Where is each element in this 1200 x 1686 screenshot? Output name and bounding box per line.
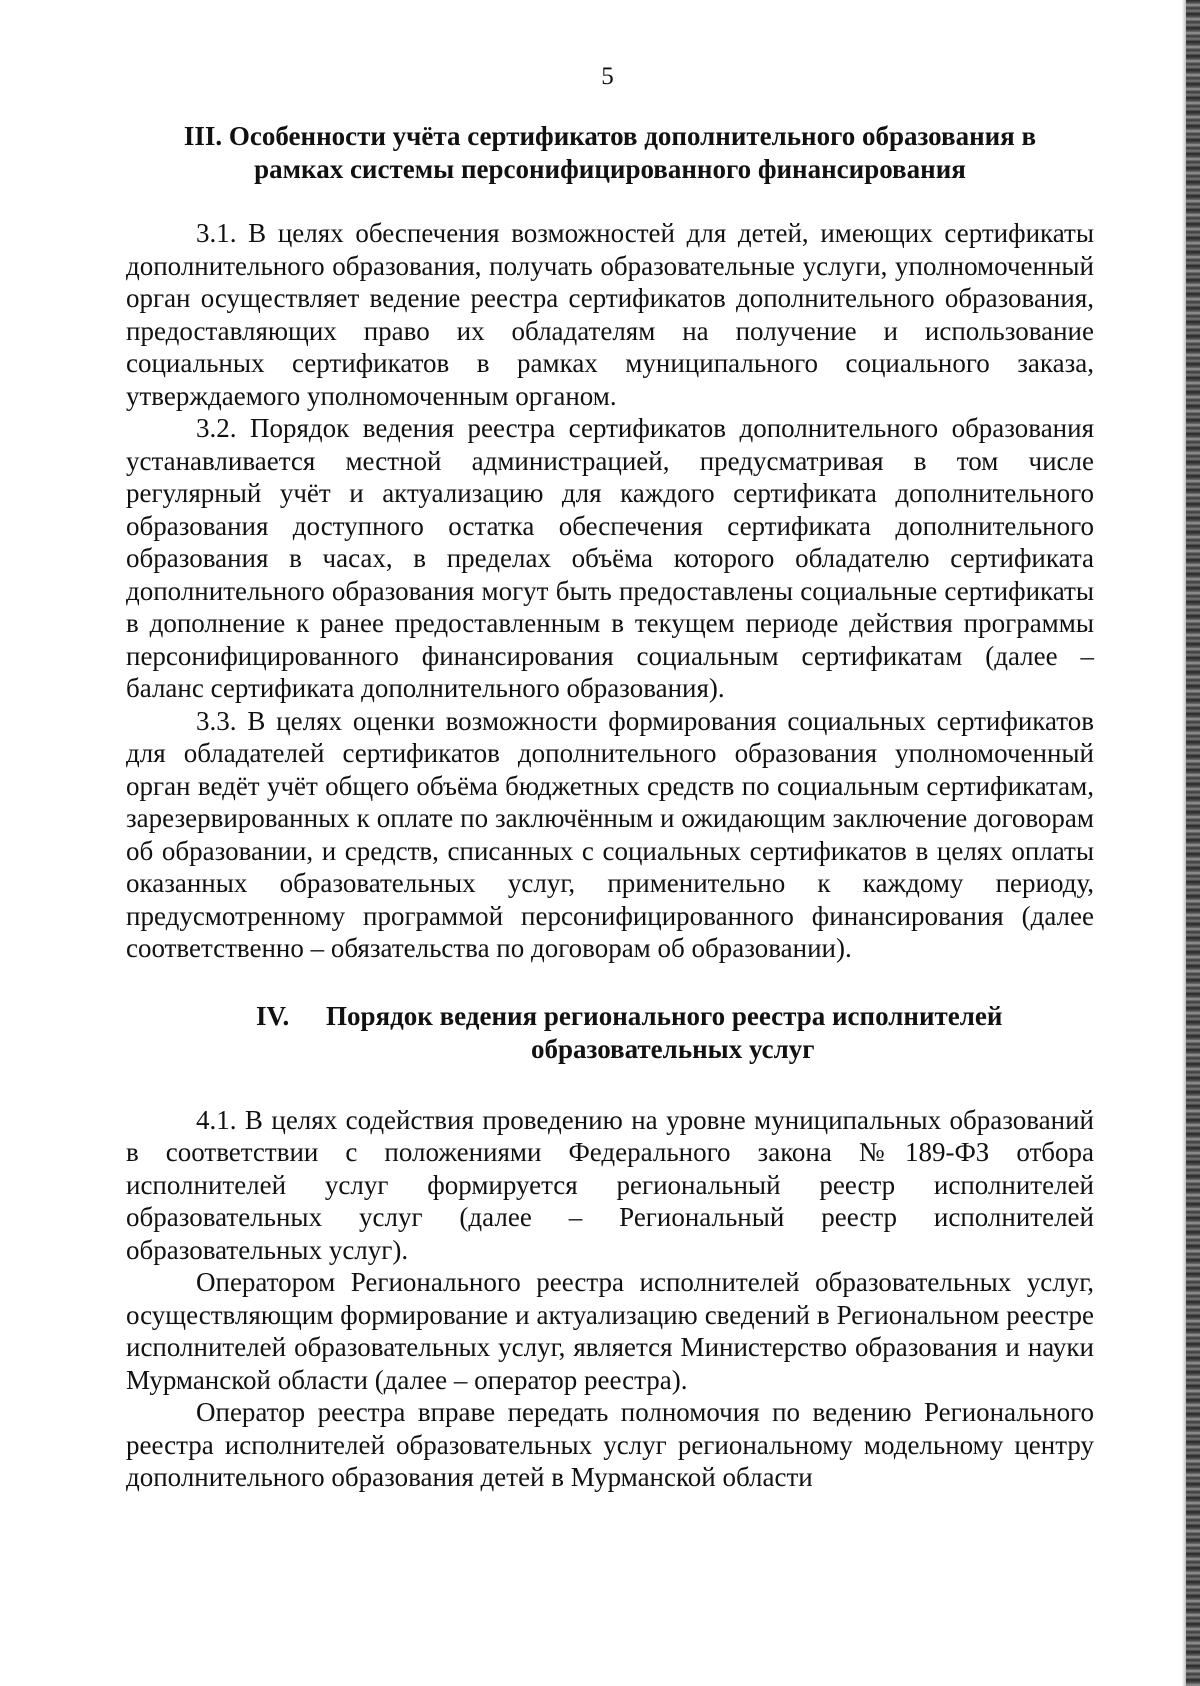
paragraph-4-1: 4.1. В целях содействия проведению на уровне муниципальных образований в соответствии с положениями Федерального закона №189-ФЗ отбора исполнителей услуг формируется региональный реестр исполнителей образовательных услуг (далее – Региональный реестр исполнителей образовательных услуг). [126, 1104, 1094, 1265]
page-number: 5 [601, 63, 614, 90]
paragraph-4-delegation: Оператор реестра вправе передать полномочия по ведению Регионального реестра исполнителей образовательных услуг региональному модельному центру дополнительного образования детей в Мурманской области [126, 1397, 1094, 1492]
paragraph-4-operator: Оператором Регионального реестра исполнителей образовательных услуг, осуществляющим формирование и актуализацию сведений в Региональном реестре исполнителей образовательных услуг, является Министерство образования и науки Мурманской области (далее – оператор реестра). [126, 1267, 1094, 1395]
section-4-heading-line-1 [126, 1000, 1094, 1033]
paragraph-3-2: 3.2. Порядок ведения реестра сертификатов дополнительного образования устанавливается местной администрацией, предусматривая в том числе регулярный учёт и актуализацию для каждого сертификата дополнительного образования доступного остатка обеспечения сертификата дополнительного образования в часах, в пределах объёма которого обладателю сертификата дополнительного образования могут быть предоставлены социальные сертификаты в дополнение к ранее предоставленным в текущем периоде действия программы персонифицированного финансирования социальным сертификатам (далее – баланс сертификата дополнительного образования). [126, 413, 1094, 703]
section-4-heading [126, 1000, 1094, 1066]
paragraph-3-3: 3.3. В целях оценки возможности формирования социальных сертификатов для обладателей сертификатов дополнительного образования уполномоченный орган ведёт учёт общего объёма бюджетных средств по социальным сертификатам, зарезервированных к оплате по заключённым и ожидающим заключение договорам об образовании, и средств, списанных с социальных сертификатов в целях оплаты оказанных образовательных услуг, применительно к каждому периоду, предусмотренному программой персонифицированного финансирования (далее соответственно – обязательства по договорам об образовании). [126, 705, 1094, 963]
document-body [126, 120, 1094, 1494]
section-3-heading-line-2: рамках системы персонифицированного финансирования [254, 154, 966, 184]
paragraph-3-1: 3.1. В целях обеспечения возможностей для детей, имеющих сертификаты дополнительного образования, получать образовательные услуги, уполномоченный орган осуществляет ведение реестра сертификатов дополнительного образования, предоставляющих право их обладателям на получение и использование социальных сертификатов в рамках муниципального социального заказа, утверждаемого уполномоченным органом. [126, 218, 1094, 411]
section-4-title: Порядок ведения регионального реестра исполнителей [326, 1000, 1003, 1031]
section-3-heading-line-1: III. Особенности учёта сертификатов дополнительного образования в [183, 121, 1037, 151]
section-3-heading [126, 120, 1094, 186]
section-4-number: IV. [256, 1000, 290, 1031]
section-4-heading-line-2: образовательных услуг [531, 1033, 815, 1064]
scan-edge-shadow [1186, 0, 1200, 1686]
